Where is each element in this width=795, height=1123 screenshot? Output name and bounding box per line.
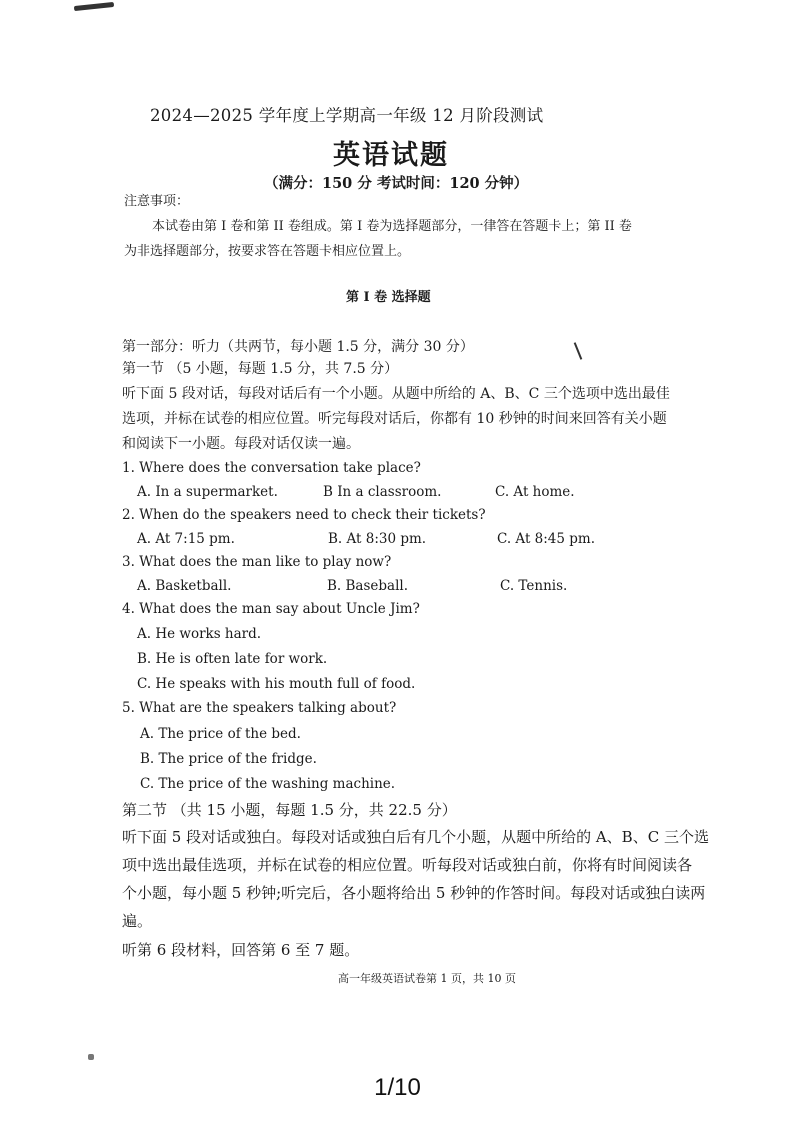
section2-instruction-3: 个小题，每小题 5 秒钟;听完后，各小题将给出 5 秒钟的作答时间。每段对话或独白读两 (122, 884, 706, 902)
question-2-option-b: B. At 8:30 pm. (328, 531, 427, 547)
question-4-stem: 4. What does the man say about Uncle Jim? (122, 601, 420, 617)
question-3-stem: 3. What does the man like to play now? (122, 554, 392, 570)
question-3-option-c: C. Tennis. (500, 578, 568, 594)
section1-instruction-3: 和阅读下一小题。每段对话仅读一遍。 (122, 436, 360, 452)
question-4-option-c: C. He speaks with his mouth full of food. (137, 676, 416, 692)
part1-heading: 第一部分：听力（共两节，每小题 1.5 分，满分 30 分） (122, 339, 474, 355)
section1-instruction-2: 选项，并标在试卷的相应位置。听完每段对话后，你都有 10 秒钟的时间来回答有关小题 (122, 411, 667, 427)
part-title: 第 I 卷 选择题 (346, 290, 431, 305)
notice-heading: 注意事项： (124, 194, 190, 209)
section2-heading: 第二节 （共 15 小题，每题 1.5 分，共 22.5 分） (122, 801, 457, 819)
section2-instruction-1: 听下面 5 段对话或独白。每段对话或独白后有几个小题，从题中所给的 A、B、C 三个选 (122, 828, 709, 846)
exam-line: 2024—2025 学年度上学期高一年级 12 月阶段测试 (150, 106, 544, 125)
question-2-option-a: A. At 7:15 pm. (137, 531, 235, 547)
question-5-option-a: A. The price of the bed. (140, 726, 301, 742)
question-1-option-b: B In a classroom. (323, 484, 442, 500)
section2-instruction-4: 遍。 (122, 912, 153, 930)
page-counter: 1/10 (374, 1074, 421, 1101)
question-5-option-c: C. The price of the washing machine. (140, 776, 396, 792)
scan-mark-top-left (74, 2, 114, 11)
scan-mark-bottom-left (88, 1054, 94, 1060)
material-line: 听第 6 段材料，回答第 6 至 7 题。 (122, 941, 360, 959)
page-title: 英语试题 (333, 140, 449, 171)
scan-mark-slash (574, 342, 583, 359)
notice-line-1: 本试卷由第 I 卷和第 II 卷组成。第 I 卷为选择题部分，一律答在答题卡上；第 II 卷 (152, 219, 632, 234)
question-1-stem: 1. Where does the conversation take place? (122, 460, 421, 476)
question-3-option-a: A. Basketball. (137, 578, 232, 594)
section2-instruction-2: 项中选出最佳选项，并标在试卷的相应位置。听每段对话或独白前，你将有时间阅读各 (122, 856, 693, 874)
question-1-option-c: C. At home. (495, 484, 575, 500)
question-1-option-a: A. In a supermarket. (137, 484, 278, 500)
section1-heading: 第一节 （5 小题，每题 1.5 分，共 7.5 分） (122, 361, 399, 377)
notice-line-2: 为非选择题部分，按要求答在答题卡相应位置上。 (124, 244, 411, 259)
score-line: （满分：150 分 考试时间：120 分钟） (264, 175, 529, 192)
question-4-option-a: A. He works hard. (137, 626, 262, 642)
section1-instruction-1: 听下面 5 段对话，每段对话后有一个小题。从题中所给的 A、B、C 三个选项中选出最佳 (122, 386, 670, 402)
page-footer: 高一年级英语试卷第 1 页，共 10 页 (338, 972, 516, 985)
question-5-stem: 5. What are the speakers talking about? (122, 700, 397, 716)
question-2-option-c: C. At 8:45 pm. (497, 531, 596, 547)
question-4-option-b: B. He is often late for work. (137, 651, 328, 667)
question-3-option-b: B. Baseball. (327, 578, 409, 594)
question-2-stem: 2. When do the speakers need to check their tickets? (122, 507, 486, 523)
question-5-option-b: B. The price of the fridge. (140, 751, 317, 767)
